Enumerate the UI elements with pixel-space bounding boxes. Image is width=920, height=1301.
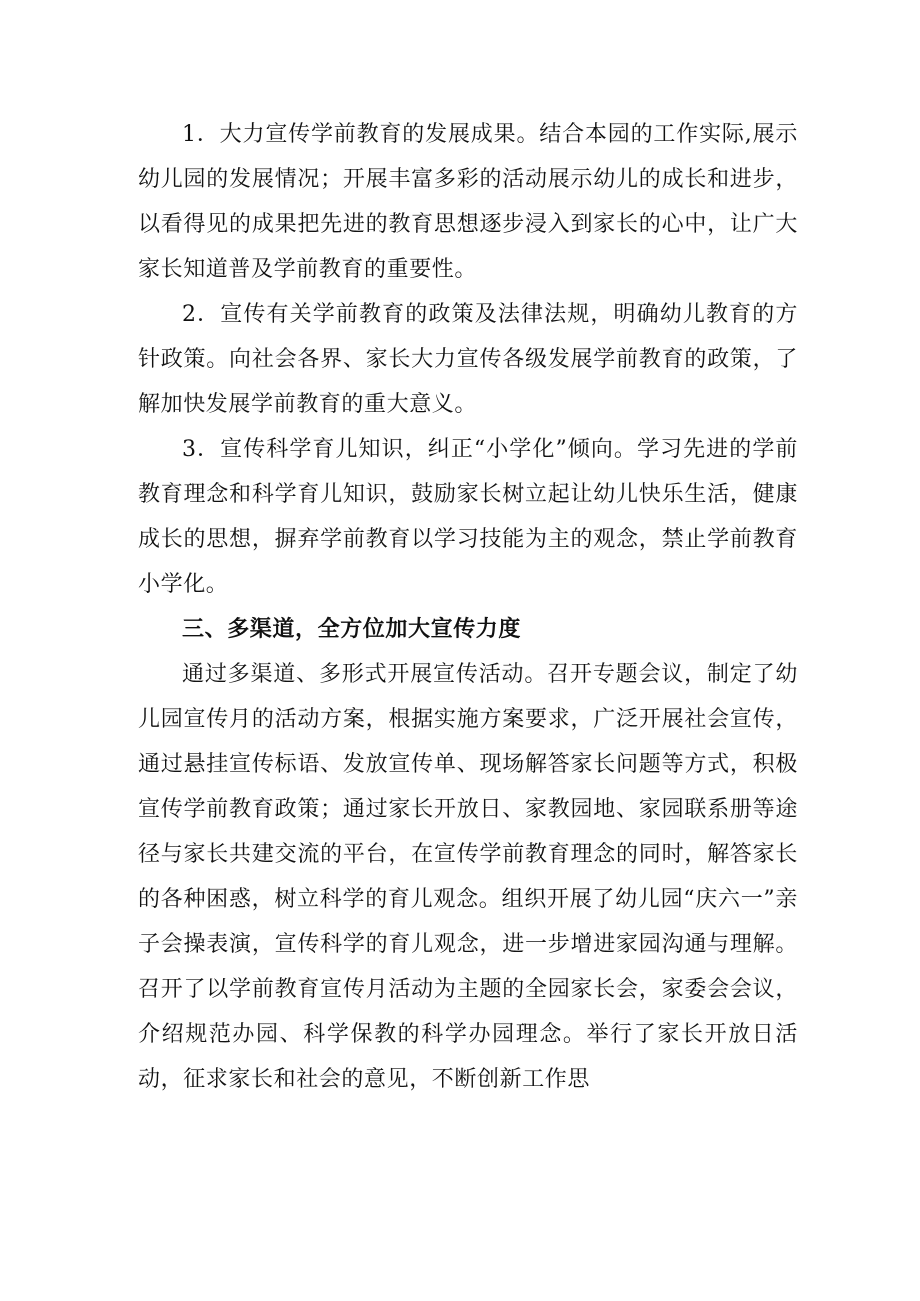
paragraph-2: 2．宣传有关学前教育的政策及法律法规，明确幼儿教育的方针政策。向社会各界、家长大力宣传各级发展学前教育的政策，了解加快发展学前教育的重大意义。 — [138, 302, 798, 417]
section-heading: 三、多渠道，全方位加大宣传力度 — [182, 617, 522, 642]
paragraph-3: 3．宣传科学育儿知识，纠正“小学化”倾向。学习先进的学前教育理念和科学育儿知识，鼓励家长树立起让幼儿快乐生活，健康成长的思想，摒弃学前教育以学习技能为主的观念，禁止学前教育小学化。 — [138, 437, 798, 597]
section-body: 通过多渠道、多形式开展宣传活动。召开专题会议，制定了幼儿园宣传月的活动方案，根据实施方案要求，广泛开展社会宣传，通过悬挂宣传标语、发放宣传单、现场解答家长问题等方式，积极宣传学前教育政策；通过家长开放日、家教园地、家园联系册等途径与家长共建交流的平台，在宣传学前教育理念的同时，解答家长的各种困惑，树立科学的育儿观念。组织开展了幼儿园“庆六一”亲子会操表演，宣传科学的育儿观念，进一步增进家园沟通与理解。召开了以学前教育宣传月活动为主题的全园家长会，家委会会议，介绍规范办园、科学保教的科学办园理念。举行了家长开放日活动，征求家长和社会的意见，不断创新工作思 — [138, 662, 798, 1092]
paragraph-1: 1．大力宣传学前教育的发展成果。结合本园的工作实际,展示幼儿园的发展情况；开展丰富多彩的活动展示幼儿的成长和进步，以看得见的成果把先进的教育思想逐步浸入到家长的心中，让广大家长知道普及学前教育的重要性。 — [138, 122, 798, 282]
document-body — [138, 112, 798, 1102]
